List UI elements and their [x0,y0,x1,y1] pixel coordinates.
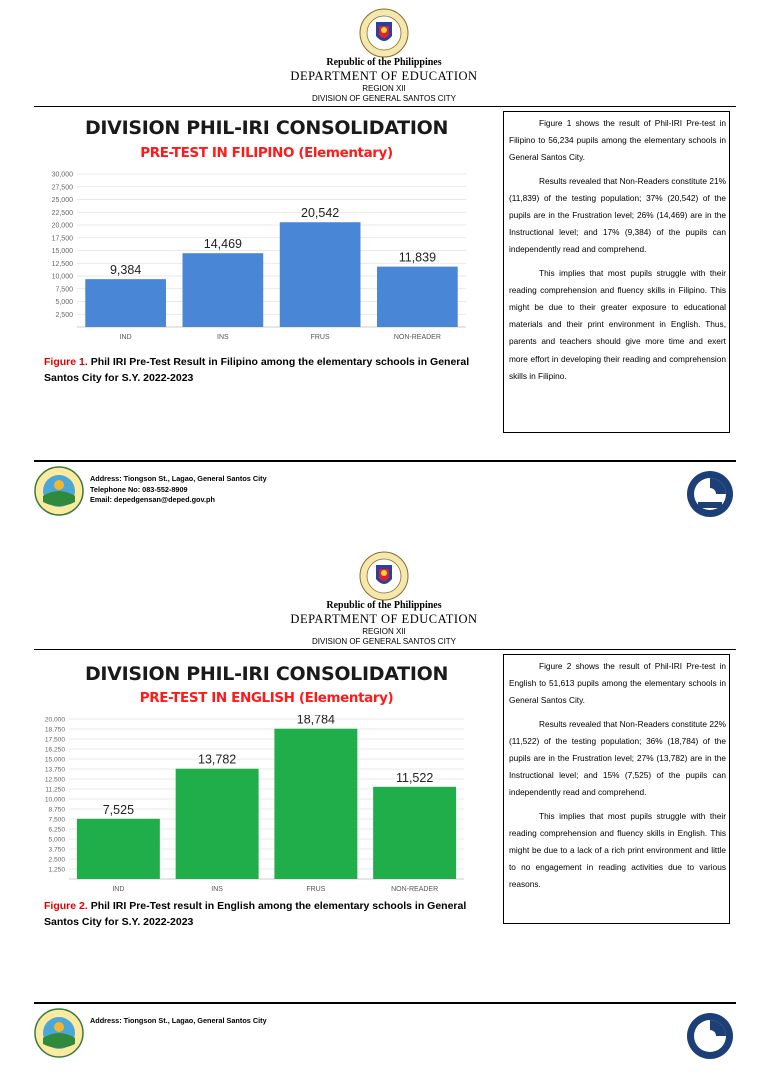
republic-line: Republic of the Philippines [326,600,442,611]
tuv-iso-logo-icon [686,1012,734,1060]
footer-address: Address: Tiongson St., Lagao, General Santos City [90,1016,267,1025]
figure-label: Figure 1. [44,356,88,368]
y-tick-label: 12,500 [44,776,65,784]
y-tick-label: 5,000 [55,299,73,306]
caption-text: Phil IRI Pre-Test Result in Filipino among the elementary schools in General Santos City for S.Y. 2022-2023 [44,356,470,384]
y-tick-label: 7,500 [55,286,73,294]
y-tick-label: 1,250 [48,866,65,874]
data-label: 7,525 [102,802,135,817]
figure-caption [44,354,494,386]
y-tick-label: 10,000 [51,273,73,281]
y-tick-label: 20,000 [44,716,65,724]
y-tick-label: 22,500 [51,209,73,217]
y-tick-label: 25,000 [51,197,73,204]
analysis-paragraph: Figure 2 shows the result of Phil-IRI Pre-test in English to 51,613 pupils among the elementary schools in General Santos City. [509,661,726,706]
bar-frus [274,729,357,879]
y-tick-label: 16,250 [44,746,65,754]
department-line: DEPARTMENT OF EDUCATION [290,612,478,626]
y-tick-label: 7,500 [48,816,65,824]
filipino-bar-chart [34,166,474,346]
bar-ins [176,769,259,879]
analysis-paragraph: This implies that most pupils struggle with their reading comprehension and fluency skills in Filipino. This might be due to their greater exposure to educational materials and their print environment in English. Thus, parents and teachers should give more time and exert more effort in developing their reading and comprehension skills in Filipino. [509,267,726,381]
bar-frus [280,222,361,327]
x-category-label: FRUS [310,334,330,341]
department-line: DEPARTMENT OF EDUCATION [290,69,478,83]
data-label: 11,839 [398,250,437,265]
y-tick-label: 11,250 [45,786,65,794]
analysis-paragraph: Results revealed that Non-Readers constitute 22% (11,522) of the testing population; 36% (18,784) of the pupils are in the Frustration level; 27% (13,782) are in the Instructional level; and 15% (7,525) of the pupils can independently read and comprehend. [509,718,726,798]
page-1 [0,0,768,540]
data-label: 13,782 [198,752,237,767]
republic-line: Republic of the Philippines [326,57,442,68]
header-rule [34,649,736,650]
english-bar-chart [34,715,474,895]
tuv-iso-logo-icon [686,470,734,518]
x-category-label: INS [217,334,229,341]
deped-seal-icon [359,551,409,601]
division-line: DIVISION OF GENERAL SANTOS CITY [311,94,457,103]
footer-contact [90,474,267,506]
bar-ind [77,819,160,879]
y-tick-label: 30,000 [51,171,73,179]
y-tick-label: 17,500 [51,235,73,243]
y-tick-label: 10,000 [44,796,65,804]
x-category-label: INS [211,886,223,893]
bar-ind [85,279,166,327]
footer-rule [34,460,736,462]
footer-telephone: Telephone No: 083-552-8909 [90,484,188,494]
x-category-label: FRUS [306,886,326,893]
analysis-paragraph: Figure 1 shows the result of Phil-IRI Pre-test in Filipino to 56,234 pupils among the elementary schools in General Santos City. [509,118,726,163]
analysis-paragraph: This implies that most pupils struggle with their reading comprehension and fluency skills in English. This might be due to a lack of a rich print environment and little to no engagement in reading activities due to various reasons. [509,810,726,890]
footer-email: Email: depedgensan@deped.gov.ph [90,495,215,504]
figure-label: Figure 2. [44,900,88,912]
y-tick-label: 5,000 [48,836,65,844]
data-label: 20,542 [301,206,340,221]
chart-title: DIVISION PHIL-IRI CONSOLIDATION [84,117,449,139]
city-seal-icon [34,466,84,516]
y-tick-label: 18,750 [44,726,65,734]
footer-rule [34,1002,736,1004]
chart-title: DIVISION PHIL-IRI CONSOLIDATION [84,663,449,685]
y-tick-label: 20,000 [51,222,73,230]
footer-contact [90,1016,267,1027]
y-tick-label: 2,500 [48,856,65,864]
y-tick-label: 8,750 [48,806,65,814]
y-tick-label: 17,500 [44,736,65,744]
analysis-box [503,654,730,924]
region-line: REGION XII [362,84,406,93]
deped-seal-icon [359,8,409,58]
city-seal-icon [34,1008,84,1058]
x-category-label: NON-READER [391,886,439,893]
y-tick-label: 12,500 [51,260,73,268]
y-tick-label: 2,500 [55,311,73,319]
y-tick-label: 15,000 [44,756,65,764]
data-label: 18,784 [296,715,335,727]
bar-non-reader [373,787,456,879]
y-tick-label: 3,750 [48,846,65,854]
chart-subtitle: PRE-TEST IN ENGLISH (Elementary) [139,690,394,706]
division-line: DIVISION OF GENERAL SANTOS CITY [311,637,457,646]
footer-address: Address: Tiongson St., Lagao, General Santos City [90,474,267,483]
bar-non-reader [377,267,458,327]
region-line: REGION XII [362,627,406,636]
y-tick-label: 27,500 [51,184,73,192]
analysis-box [503,111,730,433]
y-tick-label: 6,250 [48,826,65,834]
x-category-label: NON-READER [393,334,441,341]
caption-text: Phil IRI Pre-Test result in English among the elementary schools in General Santos City for S.Y. 2022-2023 [44,900,467,928]
data-label: 11,522 [395,770,434,785]
data-label: 9,384 [109,263,142,278]
analysis-paragraph: Results revealed that Non-Readers constitute 21% (11,839) of the testing population; 37% (20,542) of the pupils are in the Frustration level; 26% (14,469) are in the Instructional level; and 17% (9,384) of the pupils can independently read and comprehend. [509,175,726,255]
page-2 [0,543,768,1083]
data-label: 14,469 [203,237,242,252]
x-category-label: IND [112,886,125,893]
y-tick-label: 13,750 [44,766,65,774]
bar-ins [183,253,264,327]
figure-caption [44,898,494,930]
x-category-label: IND [119,334,132,341]
chart-subtitle: PRE-TEST IN FILIPINO (Elementary) [140,145,393,161]
header-rule [34,106,736,107]
y-tick-label: 15,000 [51,248,73,255]
